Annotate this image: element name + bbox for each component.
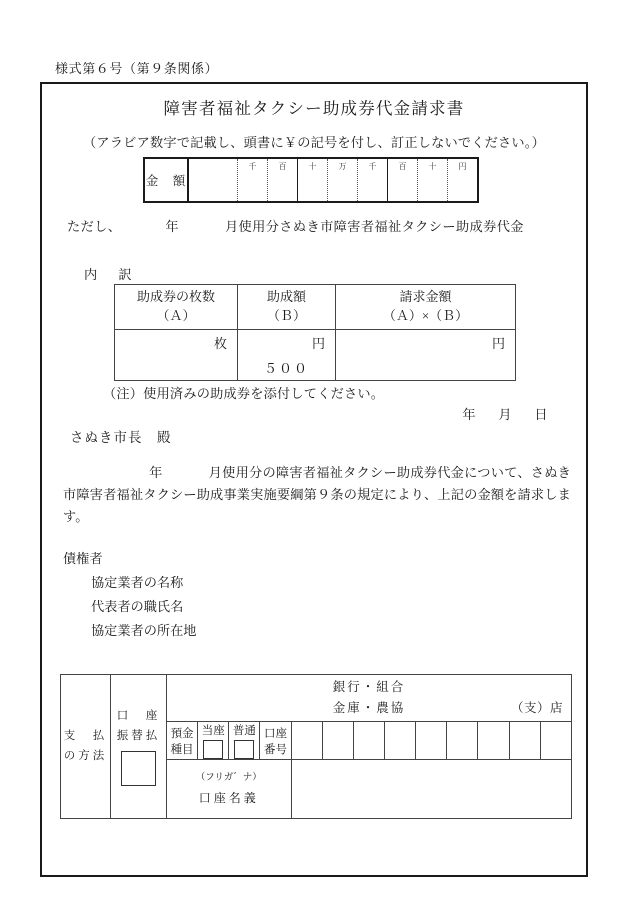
unit-mark: 百 xyxy=(398,162,407,171)
furigana-label: （フリガ゛ナ） xyxy=(195,772,262,783)
breakdown-cell-claim[interactable] xyxy=(336,330,516,381)
account-number-label xyxy=(260,722,291,760)
amount-digit-ichi[interactable] xyxy=(448,158,479,202)
breakdown-header-row xyxy=(115,285,516,330)
tadashi-line xyxy=(67,216,524,235)
form-frame xyxy=(40,82,588,877)
creditor-address-label: 協定業者の所在地 xyxy=(91,623,197,638)
body-paragraph xyxy=(63,462,571,528)
bank-name-row xyxy=(61,675,572,722)
amount-digit-man[interactable] xyxy=(328,158,358,202)
addressee: さぬき市長 殿 xyxy=(70,430,172,445)
tadashi-prefix: ただし、 xyxy=(67,219,122,234)
payment-method-table xyxy=(60,674,572,819)
breakdown-header-subsidy xyxy=(238,285,336,330)
amount-digit-juu[interactable] xyxy=(418,158,448,202)
table-row xyxy=(115,330,516,381)
header-line1: 助成券の枚数 xyxy=(136,289,215,305)
method-label-line1: 支 払 xyxy=(63,729,108,742)
body-text: 使用分の障害者福祉タクシー助成券代金について、さぬき市障害者福祉タクシー助成事業実施要綱第９条の規定により、上記の金額を請求します。 xyxy=(63,465,572,524)
creditor-representative-label: 代表者の職氏名 xyxy=(91,599,184,614)
deposit-type-line2: 種目 xyxy=(170,743,194,756)
deposit-type-label xyxy=(167,722,198,760)
account-digit-1[interactable] xyxy=(291,722,322,760)
tadashi-text: 使用分さぬき市障害者福祉タクシー助成券代金 xyxy=(238,219,524,234)
unit-mark: 千 xyxy=(248,162,257,171)
unit-mark: 百 xyxy=(278,162,287,171)
header-line2: （Ａ） xyxy=(156,308,196,323)
account-digit-3[interactable] xyxy=(353,722,384,760)
date-year-unit: 年 xyxy=(462,407,476,422)
futsu-label: 普通 xyxy=(232,725,256,737)
date-line xyxy=(462,404,548,423)
header-line2: （Ａ）×（Ｂ） xyxy=(382,308,469,323)
subsidy-value: ５００ xyxy=(263,361,309,376)
unit-mark: 十 xyxy=(308,162,317,171)
amount-digit-sen[interactable] xyxy=(358,158,388,202)
tadashi-month-unit: 月 xyxy=(224,219,239,234)
touza-label: 当座 xyxy=(201,725,225,737)
amount-row xyxy=(144,158,478,202)
creditor-company-name-label: 協定業者の名称 xyxy=(91,575,184,590)
amount-digit-hyaku[interactable] xyxy=(388,158,418,202)
account-digit-7[interactable] xyxy=(478,722,509,760)
header-line1: 請求金額 xyxy=(399,289,452,305)
bank-line1: 銀行・組合 xyxy=(332,679,406,694)
bank-line2: 金庫・農協 xyxy=(332,701,406,715)
touza-option[interactable] xyxy=(198,722,229,760)
unit-mark: 千 xyxy=(368,162,377,171)
amount-table xyxy=(143,157,479,203)
body-month-unit: 月 xyxy=(208,465,223,480)
futsu-option[interactable] xyxy=(229,722,260,760)
amount-digit-hyaku-man[interactable] xyxy=(268,158,298,202)
date-month-unit: 月 xyxy=(498,407,512,422)
form-number: 様式第６号（第９条関係） xyxy=(55,61,219,76)
transfer-checkbox[interactable] xyxy=(121,751,156,786)
account-transfer-cell[interactable] xyxy=(111,675,167,819)
bank-name-cell[interactable] xyxy=(167,675,572,722)
account-no-line2: 番号 xyxy=(263,743,287,756)
breakdown-header-claim-amount xyxy=(336,285,516,330)
breakdown-cell-coupon-count[interactable] xyxy=(115,330,238,381)
account-digit-4[interactable] xyxy=(384,722,415,760)
account-holder-label xyxy=(167,760,292,819)
subsidy-unit: 円 xyxy=(311,336,325,351)
amount-digit-sen-man[interactable] xyxy=(238,158,268,202)
unit-mark: 万 xyxy=(338,162,347,171)
unit-mark: 円 xyxy=(458,162,467,171)
account-digit-9[interactable] xyxy=(540,722,571,760)
breakdown-section-label: 内 訳 xyxy=(84,267,136,282)
account-holder-text: 口座名義 xyxy=(198,790,259,805)
creditor-block xyxy=(63,547,197,643)
transfer-label-line2: 振替払 xyxy=(116,730,161,742)
deposit-type-line1: 預金 xyxy=(170,727,194,740)
account-holder-input[interactable] xyxy=(291,760,571,819)
account-digit-2[interactable] xyxy=(322,722,353,760)
instruction-note: （アラビア数字で記載し、頭書に￥の記号を付し、訂正しないでください。） xyxy=(83,135,545,150)
page-title: 障害者福祉タクシー助成券代金請求書 xyxy=(163,99,465,118)
header-line2: （Ｂ） xyxy=(266,308,306,323)
futsu-checkbox[interactable] xyxy=(234,740,254,759)
breakdown-header-coupon-count xyxy=(115,285,238,330)
form-inner xyxy=(42,84,586,875)
payment-method-label xyxy=(61,675,111,819)
account-digit-5[interactable] xyxy=(416,722,447,760)
touza-checkbox[interactable] xyxy=(203,740,223,759)
body-year-unit: 年 xyxy=(149,465,163,480)
account-digit-8[interactable] xyxy=(509,722,540,760)
breakdown-cell-subsidy[interactable] xyxy=(238,330,336,381)
amount-label: 金 額 xyxy=(144,158,188,202)
transfer-label-line1: 口 座 xyxy=(116,710,161,723)
date-day-unit: 日 xyxy=(534,407,548,422)
breakdown-footnote: （注）使用済みの助成券を添付してください。 xyxy=(103,386,385,401)
account-no-line1: 口座 xyxy=(263,727,287,740)
tadashi-year-unit: 年 xyxy=(165,219,179,234)
breakdown-table xyxy=(114,284,516,381)
amount-digit-juu-man[interactable] xyxy=(298,158,328,202)
unit-mark: 十 xyxy=(428,162,437,171)
branch-label: （支）店 xyxy=(510,701,563,715)
amount-yen-symbol-cell[interactable] xyxy=(188,158,238,202)
claim-unit: 円 xyxy=(491,336,505,351)
creditor-title: 債権者 xyxy=(63,551,103,566)
account-digit-6[interactable] xyxy=(447,722,478,760)
coupon-count-unit: 枚 xyxy=(213,336,227,351)
header-line1: 助成額 xyxy=(266,289,306,305)
method-label-line2: の方法 xyxy=(63,749,108,762)
